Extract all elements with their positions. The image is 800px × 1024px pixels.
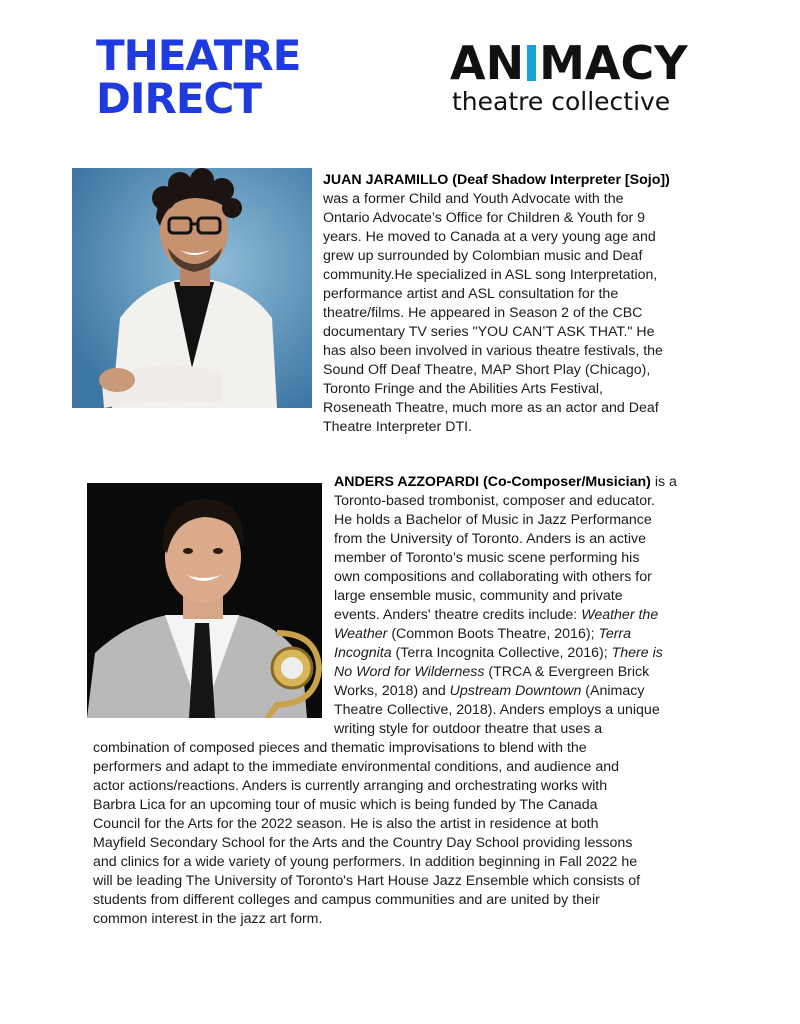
credit-detail: (TRCA & Evergreen Brick	[484, 664, 650, 680]
credit-detail: (Animacy	[581, 683, 645, 699]
bio-line: actor actions/reactions. Anders is currently arranging and orchestrating works with	[93, 778, 608, 794]
bio-line: and clinics for a wide variety of young performers. In addition beginning in Fall 2022 he	[93, 854, 638, 870]
credit-title: Weather	[334, 626, 388, 642]
bio-line: was a former Child and Youth Advocate with the	[323, 191, 624, 207]
bio-line: large ensemble music, community and private	[334, 588, 623, 604]
animacy-logo-bar-icon	[527, 45, 536, 81]
bio-line: Theatre Interpreter DTI.	[323, 419, 473, 435]
bio-name-suffix: is a	[650, 474, 677, 490]
bio-line: Barbra Lica for an upcoming tour of music which is being funded by The Canada	[93, 797, 598, 813]
bio-line: common interest in the jazz art form.	[93, 911, 323, 927]
bio-line: students from different colleges and campus communities and are united by their	[93, 892, 600, 908]
bio-line: Mayfield Secondary School for the Arts and the Country Day School providing lessons	[93, 835, 633, 851]
theatre-direct-logo-line1: THEATRE	[96, 31, 301, 80]
bio-line: writing style for outdoor theatre that uses a	[334, 721, 603, 737]
bio-line: member of Toronto’s music scene performing his	[334, 550, 640, 566]
credit-title: Upstream Downtown	[449, 683, 582, 699]
credit-title: Incognita	[334, 645, 392, 661]
animacy-logo-subtitle: theatre collective	[452, 87, 671, 116]
portrait-illustration-icon	[72, 168, 312, 408]
bio-line: will be leading The University of Toronto's Hart House Jazz Ensemble which consists of	[93, 873, 641, 889]
theatre-direct-logo	[96, 31, 301, 123]
bio-name: JUAN JARAMILLO (Deaf Shadow Interpreter [Sojo])	[323, 172, 670, 188]
bio-line: documentary TV series "YOU CAN’T ASK THAT." He	[323, 324, 655, 340]
credit-title: Terra	[598, 626, 632, 642]
credit-detail: (Common Boots Theatre, 2016);	[387, 626, 599, 642]
anders-azzopardi-photo	[87, 483, 322, 718]
bio-line: He holds a Bachelor of Music in Jazz Performance	[334, 512, 652, 528]
juan-jaramillo-photo	[72, 168, 312, 408]
bio-name: ANDERS AZZOPARDI (Co-Composer/Musician)	[334, 474, 651, 490]
bio-line: Sound Off Deaf Theatre, MAP Short Play (Chicago),	[323, 362, 651, 378]
animacy-logo	[450, 36, 688, 116]
bio-line: Toronto Fringe and the Abilities Arts Festival,	[323, 381, 603, 397]
credit-detail: Works, 2018) and	[334, 683, 450, 699]
juan-jaramillo-bio	[323, 171, 723, 437]
bio-line: has also been involved in various theatre festivals, the	[323, 343, 663, 359]
bio-line: community.He specialized in ASL song Interpretation,	[323, 267, 658, 283]
bio-line: from the University of Toronto. Anders is an active	[334, 531, 647, 547]
credit-detail: (Terra Incognita Collective, 2016);	[391, 645, 612, 661]
credit-title: Weather the	[581, 607, 659, 623]
bio-line: theatre/films. He appeared in Season 2 of the CBC	[323, 305, 643, 321]
credit-title: There is	[611, 645, 663, 661]
bio-line: combination of composed pieces and thematic improvisations to blend with the	[93, 740, 587, 756]
bio-line: performers and adapt to the immediate environmental conditions, and audience and	[93, 759, 620, 775]
theatre-direct-logo-line2: DIRECT	[96, 74, 261, 123]
animacy-logo-wordmark	[450, 36, 688, 90]
bio-line: events. Anders' theatre credits include:	[334, 607, 582, 623]
animacy-logo-right: MACY	[539, 36, 688, 90]
animacy-logo-left: AN	[450, 36, 525, 90]
credit-title: No Word for Wilderness	[334, 664, 485, 680]
bio-line: Toronto-based trombonist, composer and educator.	[334, 493, 655, 509]
bio-line: Ontario Advocate’s Office for Children & Youth for 9	[323, 210, 646, 226]
bio-line: grew up surrounded by Colombian music and Deaf	[323, 248, 643, 264]
bio-line: Council for the Arts for the 2022 season. He is also the artist in residence at both	[93, 816, 599, 832]
bio-line: Roseneath Theatre, much more as an actor and Deaf	[323, 400, 659, 416]
bio-line: Theatre Collective, 2018). Anders employs a unique	[334, 702, 660, 718]
anders-azzopardi-bio-top	[334, 473, 724, 739]
anders-azzopardi-bio-bottom	[93, 739, 723, 929]
bio-line: own compositions and collaborating with others for	[334, 569, 652, 585]
bio-line: performance artist and ASL consultation for the	[323, 286, 619, 302]
portrait-illustration-icon	[87, 483, 322, 718]
bio-line: years. He moved to Canada at a very young age and	[323, 229, 656, 245]
